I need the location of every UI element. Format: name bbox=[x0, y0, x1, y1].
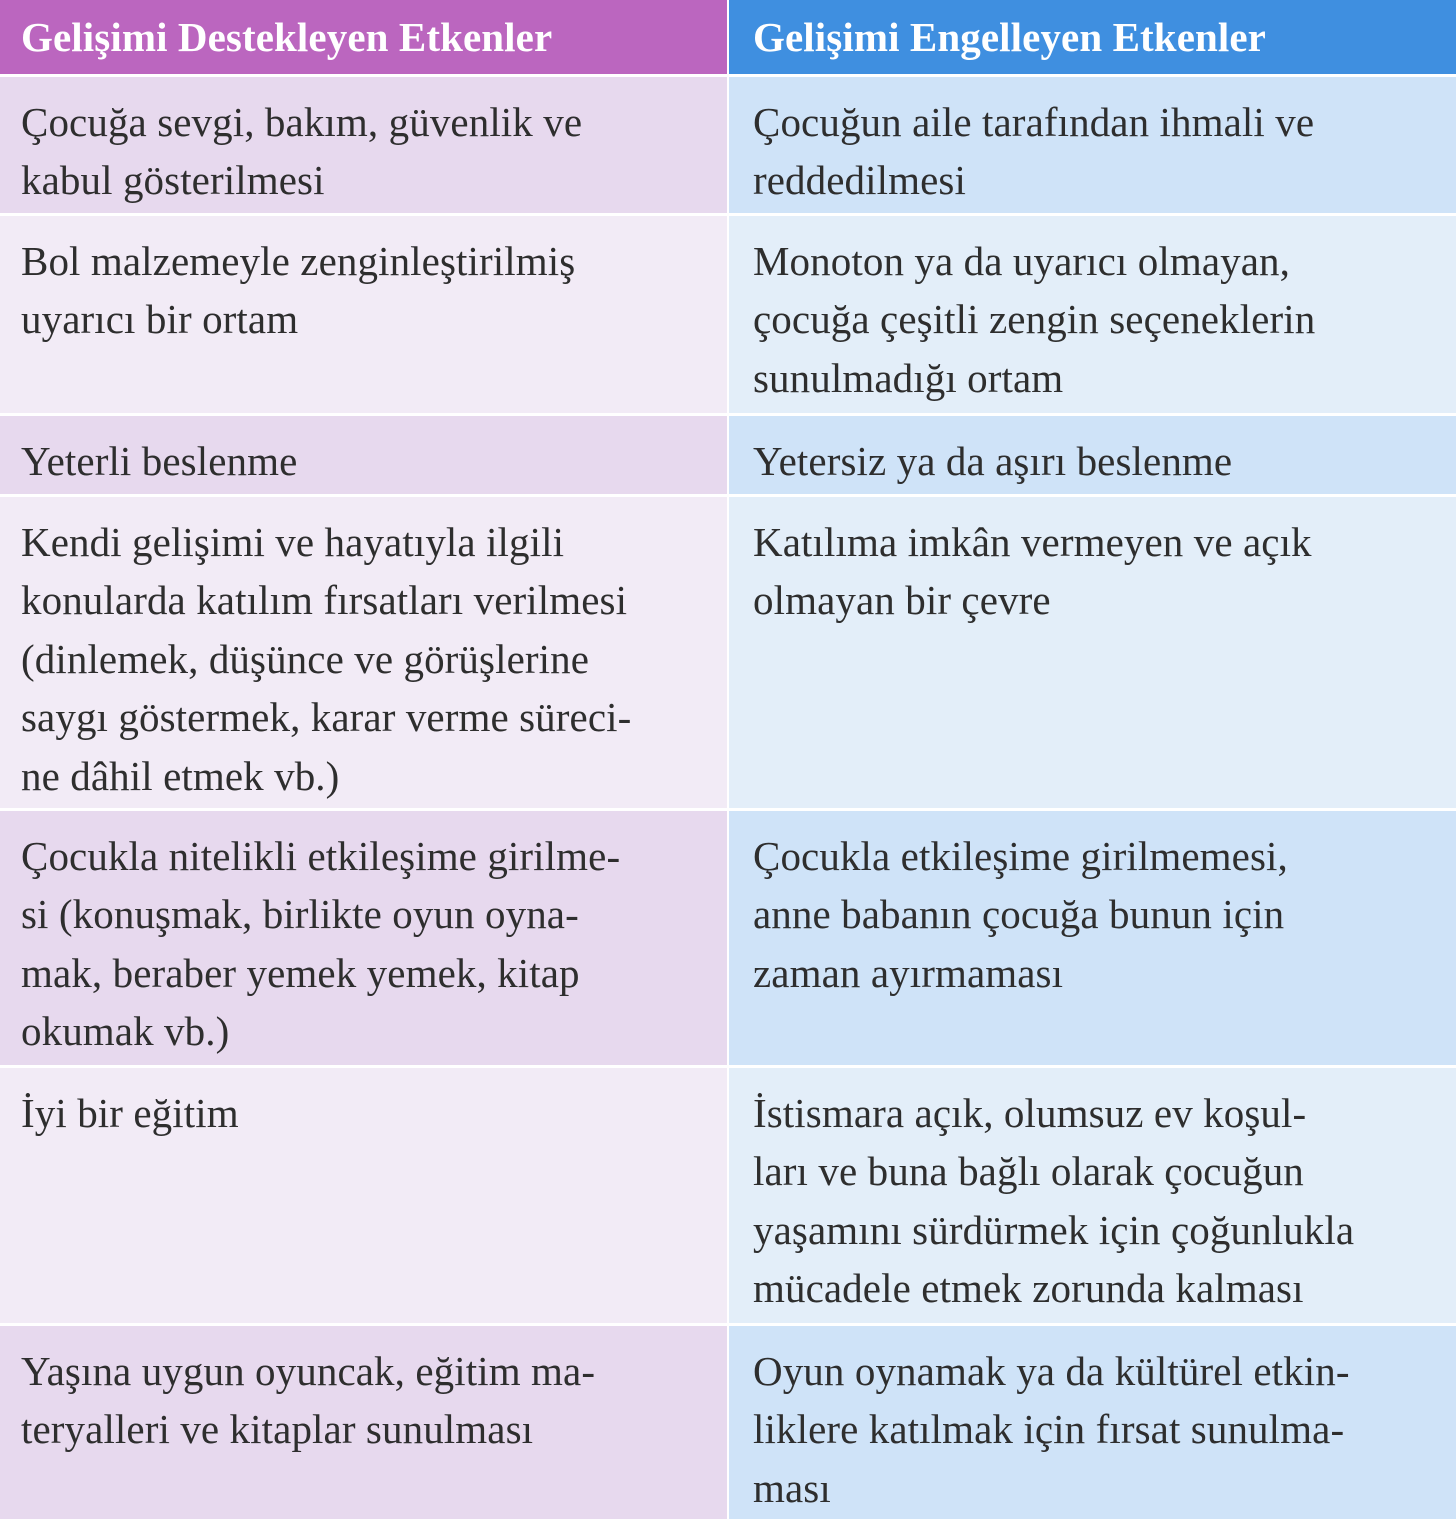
header-hindering-factors: Gelişimi Engelleyen Etkenler bbox=[729, 0, 1456, 74]
supporting-factor-cell: Bol malzemeyle zenginleştirilmiş uyarıcı bir ortam bbox=[0, 216, 727, 413]
hindering-factor-cell: Çocuğun aile tarafından ihmali ve reddedilmesi bbox=[729, 77, 1456, 213]
supporting-factor-cell: Kendi gelişimi ve hayatıyla ilgili konularda katılım fırsatları verilmesi (dinlemek, düşünce ve görüşlerine saygı göstermek, karar verme süreci- ne dâhil etmek vb.) bbox=[0, 497, 727, 808]
hindering-factor-cell: Katılıma imkân vermeyen ve açık olmayan bir çevre bbox=[729, 497, 1456, 808]
hindering-factor-cell: İstismara açık, olumsuz ev koşul- ları ve buna bağlı olarak çocuğun yaşamını sürdürmek için çoğunlukla mücadele etmek zorunda kalması bbox=[729, 1068, 1456, 1323]
supporting-factor-cell: Yaşına uygun oyuncak, eğitim ma- teryalleri ve kitaplar sunulması bbox=[0, 1326, 727, 1519]
hindering-factor-cell: Oyun oynamak ya da kültürel etkin- liklere katılmak için fırsat sunulma- ması bbox=[729, 1326, 1456, 1519]
hindering-factor-cell: Çocukla etkileşime girilmemesi, anne babanın çocuğa bunun için zaman ayırmaması bbox=[729, 811, 1456, 1065]
supporting-factor-cell: Yeterli beslenme bbox=[0, 416, 727, 494]
hindering-factor-cell: Yetersiz ya da aşırı beslenme bbox=[729, 416, 1456, 494]
supporting-factor-cell: Çocukla nitelikli etkileşime girilme- si (konuşmak, birlikte oyun oyna- mak, beraber yemek yemek, kitap okumak vb.) bbox=[0, 811, 727, 1065]
supporting-factor-cell: İyi bir eğitim bbox=[0, 1068, 727, 1323]
supporting-factor-cell: Çocuğa sevgi, bakım, güvenlik ve kabul gösterilmesi bbox=[0, 77, 727, 213]
hindering-factor-cell: Monoton ya da uyarıcı olmayan, çocuğa çeşitli zengin seçeneklerin sunulmadığı ortam bbox=[729, 216, 1456, 413]
header-supporting-factors: Gelişimi Destekleyen Etkenler bbox=[0, 0, 727, 74]
